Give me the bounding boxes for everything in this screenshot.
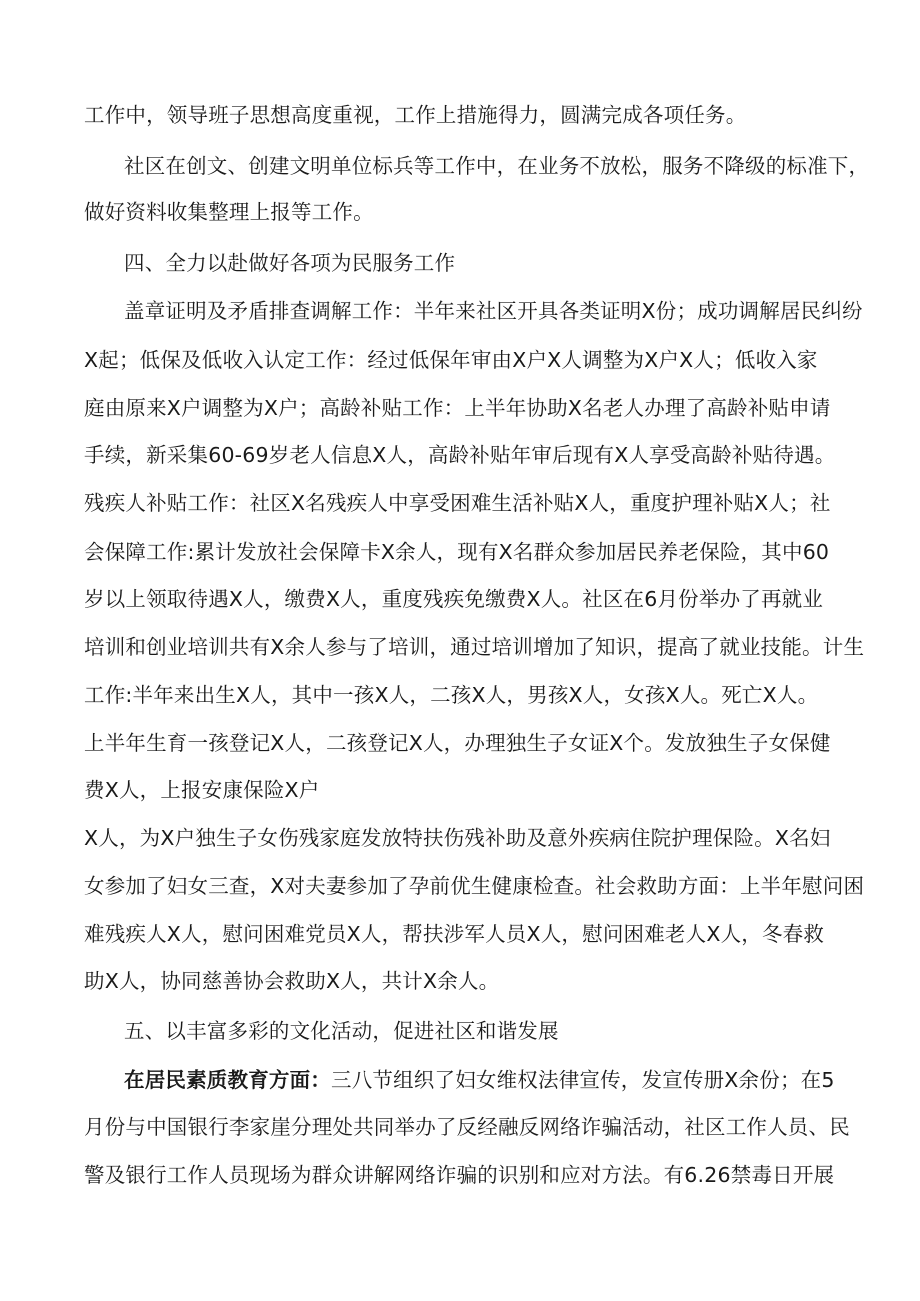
text-line: 做好资料收集整理上报等工作。 (84, 200, 374, 224)
text-line (124, 1066, 835, 1094)
bold-lead: 在居民素质教育方面： (124, 1068, 331, 1092)
text-line: 月份与中国银行李家崖分理处共同举办了反经融反网络诈骗活动，社区工作人员、民 (84, 1115, 850, 1139)
text-line: 岁以上领取待遇X人，缴费X人，重度残疾免缴费X人。社区在6月份举办了再就业 (84, 587, 824, 611)
text-line: 培训和创业培训共有X余人参与了培训，通过培训增加了知识，提高了就业技能。计生 (84, 635, 865, 659)
text-line: 社区在创文、创建文明单位标兵等工作中，在业务不放松，服务不降级的标准下， (124, 154, 870, 178)
text-line: 工作中，领导班子思想高度重视，工作上措施得力，圆满完成各项任务。 (84, 103, 747, 127)
text-line: 上半年生育一孩登记X人，二孩登记X人，办理独生子女证X个。发放独生子女保健 (84, 731, 831, 755)
text-line: 费X人，上报安康保险X户 (84, 778, 320, 802)
text-line: 工作:半年来出生X人，其中一孩X人，二孩X人，男孩X人，女孩X人。死亡X人。 (84, 683, 819, 707)
text-line: 手续，新采集60-69岁老人信息X人，高龄补贴年审后现有X人享受高龄补贴待遇。 (84, 443, 836, 467)
text-run: 三八节组织了妇女维权法律宣传，发宣传册X余份；在5 (331, 1068, 835, 1092)
text-line: X人，为X户独生子女伤残家庭发放特扶伤残补助及意外疾病住院护理保险。X名妇 (84, 826, 831, 850)
section-heading: 五、以丰富多彩的文化活动，促进社区和谐发展 (124, 1019, 559, 1043)
text-line: 难残疾人X人，慰问困难党员X人，帮扶涉军人员X人，慰问困难老人X人，冬春救 (84, 922, 825, 946)
text-line: 警及银行工作人员现场为群众讲解网络诈骗的识别和应对方法。有6.26禁毒日开展 (84, 1163, 835, 1187)
text-line: 会保障工作:累计发放社会保障卡X余人，现有X名群众参加居民养老保险，其中60 (84, 540, 830, 564)
section-heading: 四、全力以赴做好各项为民服务工作 (124, 251, 456, 275)
text-line: 女参加了妇女三查，X对夫妻参加了孕前优生健康检查。社会救助方面：上半年慰问困 (84, 874, 865, 898)
text-line: 盖章证明及矛盾排查调解工作：半年来社区开具各类证明X份；成功调解居民纠纷 (124, 299, 863, 323)
text-line: X起；低保及低收入认定工作：经过低保年审由X户X人调整为X户X人；低收入家 (84, 348, 818, 372)
text-line: 庭由原来X户调整为X户；高龄补贴工作：上半年协助X名老人办理了高龄补贴申请 (84, 396, 831, 420)
text-line: 残疾人补贴工作：社区X名残疾人中享受困难生活补贴X人，重度护理补贴X人；社 (84, 491, 831, 515)
text-line: 助X人，协同慈善协会救助X人，共计X余人。 (84, 969, 500, 993)
